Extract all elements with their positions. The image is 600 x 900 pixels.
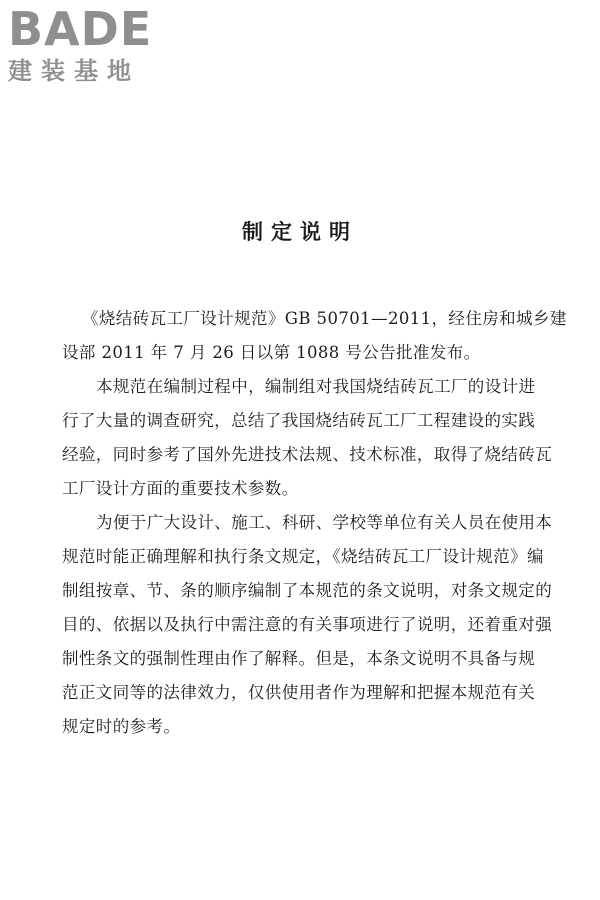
text-line: 为便于广大设计、施工、科研、学校等单位有关人员在使用本 [96,513,553,532]
watermark-brand-latin: BADE [8,2,153,56]
text-line: 经验，同时参考了国外先进技术法规、技术标准，取得了烧结砖瓦 [62,445,553,464]
document-body [62,302,570,744]
text-line: 工厂设计方面的重要技术参数。 [62,479,299,498]
text-line: 规范时能正确理解和执行条文规定，《烧结砖瓦工厂设计规范》编 [62,547,544,566]
text-line: 范正文同等的法律效力，仅供使用者作为理解和把握本规范有关 [62,683,536,702]
text-line: 本规范在编制过程中，编制组对我国烧结砖瓦工厂的设计进 [96,377,536,396]
page-title: 制定说明 [242,220,358,244]
text-line: 制组按章、节、条的顺序编制了本规范的条文说明，对条文规定的 [62,581,553,600]
text-line: 《烧结砖瓦工厂设计规范》GB 50701—2011，经住房和城乡建 [82,309,567,328]
watermark-logo [8,4,178,94]
text-line: 目的、依据以及执行中需注意的有关事项进行了说明，还着重对强 [62,615,553,634]
watermark-brand-cn: 建装基地 [8,57,140,85]
text-line: 设部 2011 年 7 月 26 日以第 1088 号公告批准发布。 [62,343,481,362]
text-line: 规定时的参考。 [62,717,181,736]
text-line: 行了大量的调查研究，总结了我国烧结砖瓦工厂工程建设的实践 [62,411,536,430]
text-line: 制性条文的强制性理由作了解释。但是，本条文说明不具备与规 [62,649,536,668]
